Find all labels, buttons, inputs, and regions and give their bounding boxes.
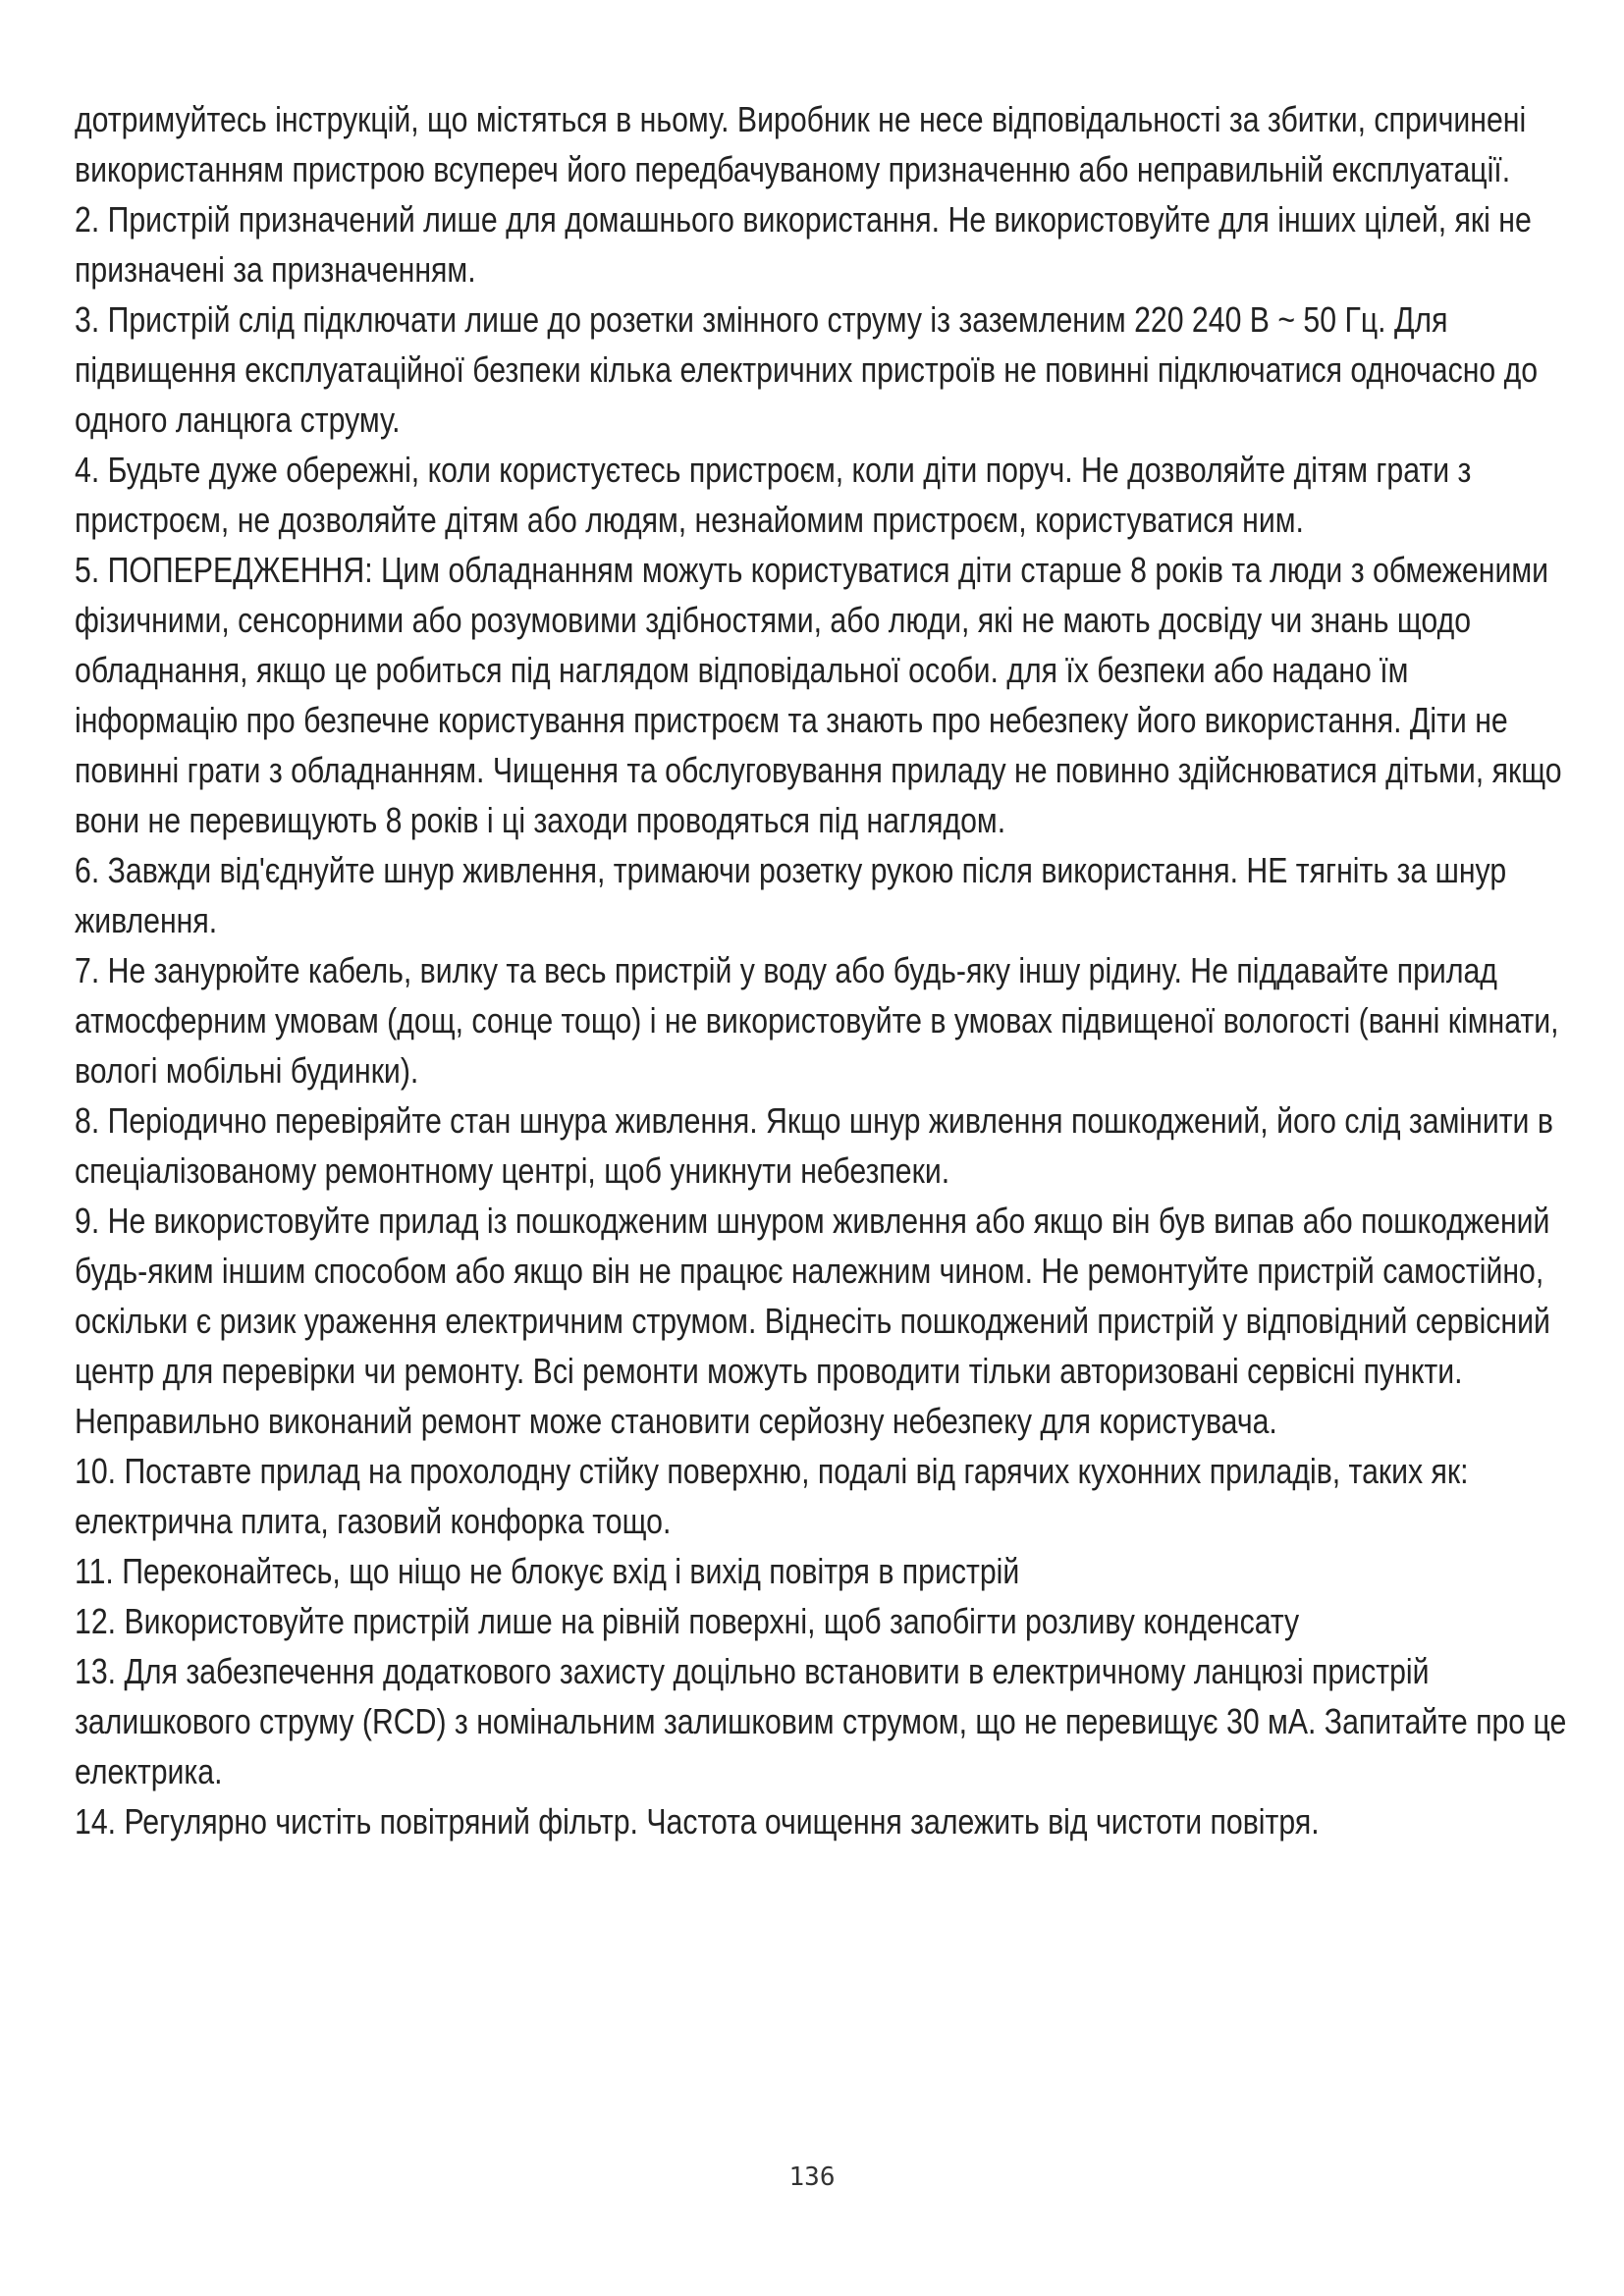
- paragraph-item-2: 2. Пристрій призначений лише для домашнього використання. Не використовуйте для інших цілей, які не призначені за призначенням.: [75, 199, 1532, 290]
- page-number: 136: [788, 2163, 836, 2192]
- paragraph-item-11: 11. Переконайтесь, що ніщо не блокує вхід і вихід повітря в пристрій: [75, 1551, 1020, 1591]
- paragraph-item-5-warning: 5. ПОПЕРЕДЖЕННЯ: Цим обладнанням можуть користуватися діти старше 8 років та люди з обмеженими фізичними, сенсорними або розумовими здібностями, або люди, які не мають досвіду чи знань щодо обладнання, якщо це робиться під наглядом відповідальної особи. для їх безпеки або надано їм інформацію про безпечне користування пристроєм та знають про небезпеку його використання. Діти не повинні грати з обладнанням. Чищення та обслуговування приладу не повинно здійснюватися дітьми, якщо вони не перевищують 8 років і ці заходи проводяться під наглядом.: [75, 550, 1562, 840]
- paragraph-item-4: 4. Будьте дуже обережні, коли користуєтесь пристроєм, коли діти поруч. Не дозволяйте дітям грати з пристроєм, не дозволяйте дітям або людям, незнайомим пристроєм, користуватися ним.: [75, 450, 1472, 540]
- paragraph-item-8: 8. Періодично перевіряйте стан шнура живлення. Якщо шнур живлення пошкоджений, його слід замінити в спеціалізованому ремонтному центрі, щоб уникнути небезпеки.: [75, 1100, 1553, 1191]
- paragraph-item-13: 13. Для забезпечення додаткового захисту доцільно встановити в електричному ланцюзі пристрій залишкового струму (RCD) з номінальним залишковим струмом, що не перевищує 30 мА. Запитайте про це електрика.: [75, 1651, 1567, 1791]
- paragraph-item-10: 10. Поставте прилад на прохолодну стійку поверхню, подалі від гарячих кухонних приладів, таких як: електрична плита, газовий конфорка тощо.: [75, 1451, 1469, 1541]
- paragraph-item-7: 7. Не занурюйте кабель, вилку та весь пристрій у воду або будь-яку іншу рідину. Не піддавайте прилад атмосферним умовам (дощ, сонце тощо) і не використовуйте в умовах підвищеної вологості (ванні кімнати, вологі мобільні будинки).: [75, 950, 1559, 1091]
- document-body: [75, 94, 1567, 1846]
- paragraph-item-9: 9. Не використовуйте прилад із пошкодженим шнуром живлення або якщо він був випав або пошкоджений будь-яким іншим способом або якщо він не працює належним чином. Не ремонтуйте пристрій самостійно, оскільки є ризик ураження електричним струмом. Віднесіть пошкоджений пристрій у відповідний сервісний центр для перевірки чи ремонту. Всі ремонти можуть проводити тільки авторизовані сервісні пункти. Неправильно виконаний ремонт може становити серйозну небезпеку для користувача.: [75, 1201, 1550, 1441]
- paragraph-continuation: дотримуйтесь інструкцій, що містяться в ньому. Виробник не несе відповідальності за збитки, спричинені використанням пристрою всупереч його передбачуваному призначенню або неправильній експлуатації.: [75, 99, 1527, 189]
- paragraph-item-14: 14. Регулярно чистіть повітряний фільтр. Частота очищення залежить від чистоти повітря.: [75, 1801, 1320, 1842]
- paragraph-item-3: 3. Пристрій слід підключати лише до розетки змінного струму із заземленим 220 240 В ~ 50 Гц. Для підвищення експлуатаційної безпеки кілька електричних пристроїв не повинні підключатися одночасно до одного ланцюга струму.: [75, 299, 1539, 440]
- paragraph-item-12: 12. Використовуйте пристрій лише на рівній поверхні, щоб запобігти розливу конденсату: [75, 1601, 1300, 1641]
- paragraph-item-6: 6. Завжди від'єднуйте шнур живлення, тримаючи розетку рукою після використання. НЕ тягніть за шнур живлення.: [75, 850, 1507, 940]
